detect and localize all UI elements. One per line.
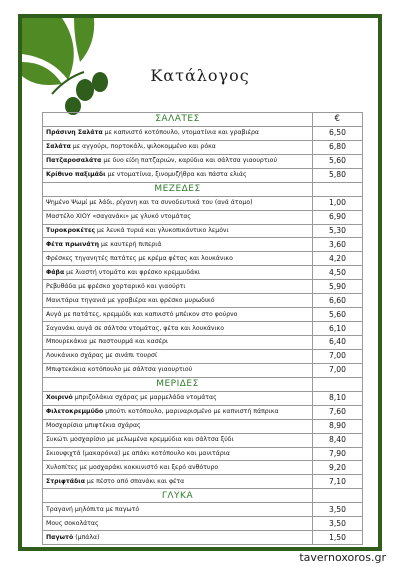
menu-item-row — [43, 252, 363, 266]
menu-item-price: 7,10 — [313, 475, 363, 489]
menu-item-price: 5,60 — [313, 154, 363, 168]
menu-item-description: Σκιουφιχτά (μακαρόνια) με απάκι κοτόπουλο και μανιτάρια — [46, 449, 230, 457]
menu-item-row — [43, 308, 363, 322]
menu-item-description: Αυγά με πατάτες, κρεμμύδι και καπνιστό μπέικον στο φούρνο — [46, 310, 238, 318]
menu-item-row — [43, 280, 363, 294]
menu-item-row — [43, 322, 363, 336]
menu-item-description: Ψημένο Ψωμί με λάδι, ρίγανη και τα συνοδευτικά του (ανά άτομο) — [46, 199, 253, 207]
menu-item-name — [43, 252, 313, 266]
menu-item-name — [43, 224, 313, 238]
menu-item-description: Φρέσκες τηγανητές πατάτες με κρέμα φέτας και λουκάνικο — [46, 254, 233, 262]
menu-item-price: 8,10 — [313, 391, 363, 405]
menu-item-description: με αγγούρι, πορτοκάλι, ψιλοκομμένο και ρόκα — [70, 143, 216, 151]
menu-item-price: 7,00 — [313, 363, 363, 377]
menu-item-price: 3,50 — [313, 503, 363, 517]
menu-item-name — [43, 391, 313, 405]
menu-item-price: 6,90 — [313, 210, 363, 224]
menu-item-name — [43, 461, 313, 475]
menu-item-row — [43, 391, 363, 405]
menu-item-row — [43, 238, 363, 252]
menu-item-row — [43, 363, 363, 377]
menu-item-name — [43, 336, 313, 350]
menu-item-highlight: Φάβα — [46, 268, 65, 276]
menu-item-description: με λευκά τυριά και γλυκοπικάντικο λεμόνι — [95, 226, 229, 234]
menu-item-price: 6,50 — [313, 126, 363, 140]
menu-item-highlight: Κρίθινο παξιμάδι — [46, 171, 106, 179]
menu-item-row — [43, 419, 363, 433]
menu-item-name — [43, 447, 313, 461]
section-header — [43, 377, 363, 391]
menu-item-row — [43, 447, 363, 461]
menu-item-price: 3,50 — [313, 517, 363, 531]
menu-item-name — [43, 322, 313, 336]
menu-item-price: 6,40 — [313, 336, 363, 350]
menu-item-description: Σαγανάκι αυγά σε σάλτσα ντομάτας, φέτα και λουκάνικο — [46, 324, 224, 332]
section-title: ΣΑΛΑΤΕΣ — [43, 113, 313, 127]
menu-item-highlight: Παγωτό — [46, 533, 74, 541]
menu-item-row — [43, 336, 363, 350]
menu-item-name — [43, 280, 313, 294]
menu-item-description: Μπουρεκάκια με παστουρμά και κασέρι — [46, 338, 168, 346]
menu-item-row — [43, 475, 363, 489]
menu-item-name — [43, 210, 313, 224]
menu-item-price: 3,60 — [313, 238, 363, 252]
menu-item-price: 7,00 — [313, 349, 363, 363]
menu-item-description: μπούτι κοτόπουλο, μαριναρισμένο με καπνιστή πάπρικα — [103, 408, 279, 416]
section-title: ΓΛΥΚΑ — [43, 489, 313, 503]
menu-item-description: με πέστο από σπανάκι και φέτα — [84, 477, 185, 485]
menu-item-price: 6,80 — [313, 140, 363, 154]
menu-item-price: 4,20 — [313, 252, 363, 266]
menu-item-name — [43, 363, 313, 377]
menu-item-price: 5,30 — [313, 224, 363, 238]
menu-item-name — [43, 168, 313, 182]
menu-item-name — [43, 196, 313, 210]
menu-item-row — [43, 224, 363, 238]
page-title: Κατάλογος — [150, 66, 250, 85]
menu-item-highlight: Πατζαροσαλάτα — [46, 157, 102, 165]
menu-item-description: Ρεβυθάδα με φρέσκο χορταρικό και γιαούρτι — [46, 282, 186, 290]
menu-item-description: μπριζολάκια σχάρας με μαρμελάδα ντομάτας — [72, 394, 217, 402]
section-header — [43, 489, 363, 503]
menu-item-row — [43, 140, 363, 154]
menu-item-price: 6,60 — [313, 294, 363, 308]
price-header — [313, 182, 363, 196]
menu-item-description: (μπάλα) — [73, 533, 100, 541]
menu-item-price: 8,90 — [313, 419, 363, 433]
menu-item-name — [43, 126, 313, 140]
menu-item-price: 4,50 — [313, 266, 363, 280]
menu-table — [42, 112, 363, 545]
menu-item-price: 1,50 — [313, 531, 363, 545]
menu-item-row — [43, 196, 363, 210]
menu-item-description: Μοσχαρίσια μπιφτέκια σχάρας — [46, 422, 141, 430]
menu-item-highlight: Φέτα πρωινάτη — [46, 240, 99, 248]
menu-item-price: 9,20 — [313, 461, 363, 475]
menu-item-row — [43, 349, 363, 363]
menu-item-name — [43, 308, 313, 322]
menu-item-description: Μαστέλο ΧΙΟΥ «σαγανάκι» με γλυκό ντομάτας — [46, 213, 192, 221]
menu-item-name — [43, 531, 313, 545]
section-header — [43, 182, 363, 196]
menu-item-description: Τραγανή μηλόπιτα με παγωτό — [46, 505, 140, 513]
menu-item-price: 1,00 — [313, 196, 363, 210]
menu-item-price: 5,90 — [313, 280, 363, 294]
section-header — [43, 113, 363, 127]
menu-item-row — [43, 294, 363, 308]
menu-item-highlight: Τυροκροκέτες — [46, 226, 96, 234]
watermark: tavernoxoros.gr — [299, 551, 386, 564]
menu-item-name — [43, 238, 313, 252]
menu-item-name — [43, 154, 313, 168]
menu-item-price: 7,60 — [313, 405, 363, 419]
section-title: ΜΕΖΕΔΕΣ — [43, 182, 313, 196]
menu-item-name — [43, 419, 313, 433]
menu-item-row — [43, 433, 363, 447]
menu-item-name — [43, 294, 313, 308]
menu-item-description: με δυο είδη πατζαριών, καρύδια και σάλτσα γιαουρτιού — [101, 157, 278, 165]
menu-item-highlight: Σαλάτα — [46, 143, 71, 151]
menu-item-description: Μπιφτεκάκια κοτόπουλο με σάλτσα γιαουρτιού — [46, 366, 193, 374]
menu-frame — [18, 14, 382, 551]
menu-item-price: 6,10 — [313, 322, 363, 336]
menu-item-description: με ντοματίνια, ξινομυζήθρα και πάστα ελιάς — [105, 171, 247, 179]
menu-item-name — [43, 405, 313, 419]
menu-item-description: Χυλοπίτες με μοσχαράκι κοκκινιστό και ξερό ανθότυρο — [46, 463, 219, 471]
menu-item-row — [43, 168, 363, 182]
menu-item-name — [43, 140, 313, 154]
menu-item-row — [43, 461, 363, 475]
menu-item-row — [43, 126, 363, 140]
menu-item-name — [43, 433, 313, 447]
menu-item-name — [43, 266, 313, 280]
menu-item-description: με λιαστή ντομάτα και φρέσκο κρεμμυδάκι — [64, 268, 200, 276]
price-header — [313, 377, 363, 391]
menu-item-row — [43, 266, 363, 280]
menu-item-description: Λουκάνικο σχάρας με σινάπι τουρσί — [46, 352, 158, 360]
menu-item-price: 5,80 — [313, 168, 363, 182]
menu-item-description: με καπνιστό κοτόπουλο, ντοματίνια και γραβιέρα — [102, 129, 259, 137]
menu-item-highlight: Πράσινη Σαλάτα — [46, 129, 103, 137]
section-title: ΜΕΡΙΔΕΣ — [43, 377, 313, 391]
menu-item-row — [43, 405, 363, 419]
menu-item-name — [43, 503, 313, 517]
menu-item-price: 5,60 — [313, 308, 363, 322]
menu-item-row — [43, 531, 363, 545]
menu-item-row — [43, 517, 363, 531]
menu-item-name — [43, 517, 313, 531]
menu-item-description: Συκώτι μοσχαρίσιο με μελωμένα κρεμμύδια και σάλτσα ξύδι — [46, 436, 234, 444]
menu-item-description: Μανιτάρια τηγανιά με γραβιέρα και φρέσκο μυρωδικό — [46, 296, 215, 304]
menu-item-row — [43, 503, 363, 517]
menu-item-name — [43, 475, 313, 489]
price-header — [313, 489, 363, 503]
menu-item-row — [43, 210, 363, 224]
menu-item-price: 7,90 — [313, 447, 363, 461]
menu-item-highlight: Χοιρινό — [46, 394, 73, 402]
menu-item-highlight: Φιλετοκρεμμύδο — [46, 408, 104, 416]
menu-item-description: με καυτερή πιπεριά — [99, 240, 162, 248]
menu-item-name — [43, 349, 313, 363]
menu-item-price: 8,40 — [313, 433, 363, 447]
price-header: € — [313, 113, 363, 127]
menu-item-highlight: Στριφτάδια — [46, 477, 85, 485]
menu-item-description: Μους σοκολάτας — [46, 519, 99, 527]
menu-item-row — [43, 154, 363, 168]
